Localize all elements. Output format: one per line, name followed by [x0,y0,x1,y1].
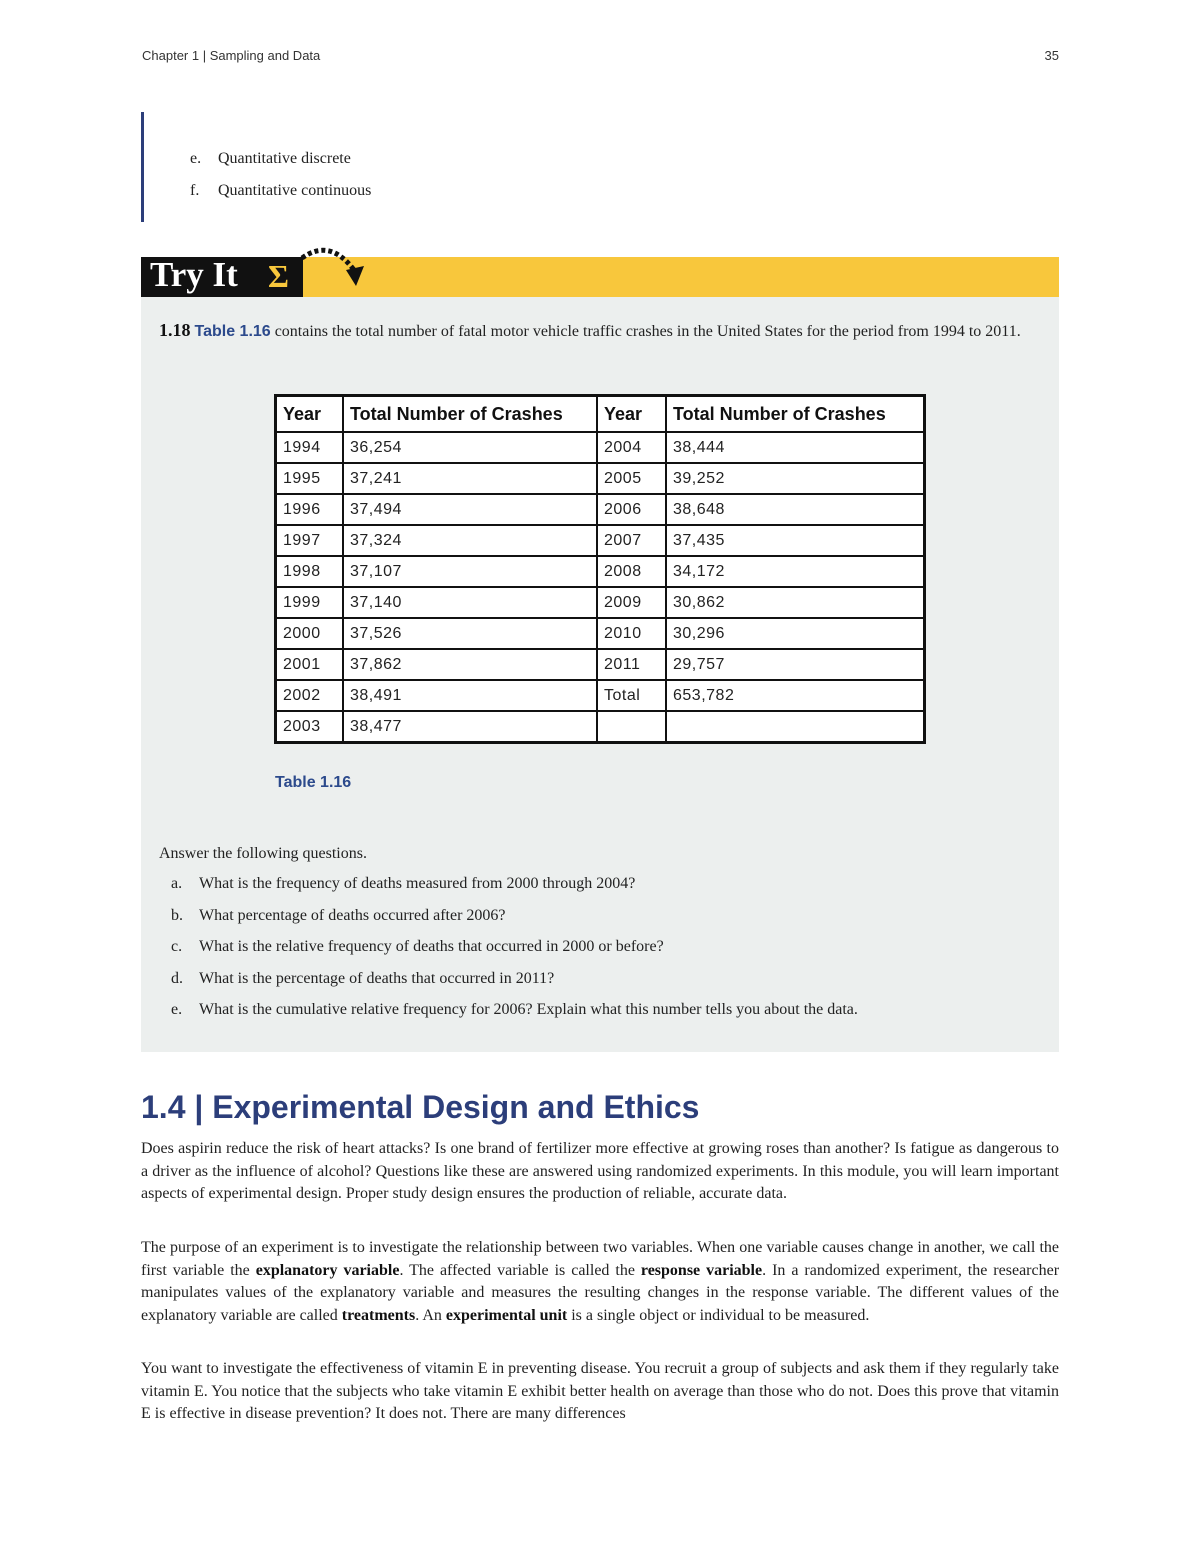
list-item [190,150,371,182]
crashes-table [274,394,926,744]
table-cell: 34,172 [666,556,925,587]
table-cell: 2004 [597,432,666,463]
page-number: 35 [1044,48,1059,63]
list-item [159,936,1049,968]
table-cell: 2009 [597,587,666,618]
table-row [276,618,925,649]
problem-intro [159,318,1049,344]
questions-list [159,843,1049,1031]
table-cell [666,711,925,743]
list-item-label: e. [190,150,202,167]
term-experimental-unit: experimental unit [445,1306,568,1324]
text-run: . An [415,1306,446,1324]
list-item-label: c. [171,938,183,956]
table-row [276,680,925,711]
list-item [159,968,1049,1000]
list-item [159,905,1049,937]
list-item-label: f. [190,182,200,199]
term-response-variable: response variable [640,1261,763,1279]
previous-answer-list [190,150,371,214]
list-item-text: Quantitative continuous [218,182,372,199]
table-row [276,556,925,587]
table-cell: 37,107 [343,556,597,587]
table-cell: 37,241 [343,463,597,494]
list-item-text: What is the relative frequency of deaths that occurred in 2000 or before? [199,938,664,956]
table-row [276,649,925,680]
paragraph-intro: Does aspirin reduce the risk of heart attacks? Is one brand of fertilizer more effective at growing roses than another? Is fatigue as dangerous to a driver as the influence of alcohol? Questions like these are answered using randomized experiments. In this module, you will learn important aspects of experimental design. Proper study design ensures the production of reliable, accurate data. [141,1140,1059,1202]
table-caption: Table 1.16 [275,774,352,791]
column-header: Total Number of Crashes [666,396,925,433]
curved-arrow-icon [296,240,376,296]
list-item-label: d. [171,969,183,987]
list-item-text: What percentage of deaths occurred after 2006? [199,906,506,924]
text-run: . In a randomized experiment, the researcher manipulates values of the explanatory variable and measures the resulting changes in the response variable. The different values of the explanatory variable are called [141,1261,1060,1324]
list-item-text: What is the frequency of deaths measured from 2000 through 2004? [199,875,636,892]
table-cell: 2010 [597,618,666,649]
list-item [159,873,1049,905]
table-cell: 37,862 [343,649,597,680]
table-cell: 38,648 [666,494,925,525]
list-item-text: Quantitative discrete [218,150,351,167]
problem-number: 1.18 [159,320,191,340]
table-row [276,525,925,556]
table-row [276,463,925,494]
table-cell: 1995 [276,463,344,494]
column-header: Year [276,396,344,433]
list-item [159,999,1049,1031]
list-item-label: b. [171,906,183,924]
table-cell [597,711,666,743]
table-cell: 2008 [597,556,666,587]
list-item-label: e. [171,1001,183,1019]
term-treatments: treatments [341,1306,416,1324]
table-cell: 1998 [276,556,344,587]
table-cell: 1999 [276,587,344,618]
text-run: is a single object or individual to be measured. [567,1306,870,1324]
problem-text: contains the total number of fatal motor vehicle traffic crashes in the United States for the period from 1994 to 2011. [270,323,1021,340]
table-cell: 2003 [276,711,344,743]
table-row [276,587,925,618]
table-cell: 653,782 [666,680,925,711]
table-cell: 2001 [276,649,344,680]
table-header-row [276,396,925,433]
table-cell: 29,757 [666,649,925,680]
column-header: Year [597,396,666,433]
table-cell: 30,862 [666,587,925,618]
example-side-bar [141,112,144,222]
text-run: The purpose of an experiment is to investigate the relationship between two variables. When one variable causes change in another, we call the first variable the [141,1239,1059,1279]
table-cell: 2006 [597,494,666,525]
try-it-title: Try It [150,255,238,294]
table-cell: 38,491 [343,680,597,711]
table-cell: 1996 [276,494,344,525]
questions-intro: Answer the following questions. [159,845,367,862]
table-cell: 38,477 [343,711,597,743]
table-cell: 37,324 [343,525,597,556]
list-item [190,182,371,214]
table-cell: 37,494 [343,494,597,525]
table-row [276,432,925,463]
text-run: . The affected variable is called the [399,1261,641,1279]
running-header-chapter: Chapter 1 | Sampling and Data [142,48,321,63]
table-row [276,494,925,525]
table-cell: 1994 [276,432,344,463]
table-cell: 2002 [276,680,344,711]
table-cell: 39,252 [666,463,925,494]
sigma-icon: Σ [268,258,289,294]
list-item-text: What is the cumulative relative frequency for 2006? Explain what this number tells you about the data. [199,1001,858,1019]
table-cell: 37,435 [666,525,925,556]
table-cell: 2000 [276,618,344,649]
table-cell: 37,526 [343,618,597,649]
list-item-label: a. [171,875,183,892]
column-header: Total Number of Crashes [343,396,597,433]
list-item-text: What is the percentage of deaths that occurred in 2011? [199,969,555,987]
table-cell: Total [597,680,666,711]
table-cell: 37,140 [343,587,597,618]
table-reference-link[interactable]: Table 1.16 [194,323,271,340]
term-explanatory-variable: explanatory variable [255,1261,400,1279]
table-cell: 38,444 [666,432,925,463]
table-cell: 30,296 [666,618,925,649]
table-cell: 2007 [597,525,666,556]
section-title: 1.4 | Experimental Design and Ethics [141,1089,700,1125]
table-cell: 2005 [597,463,666,494]
paragraph-vitamin-e: You want to investigate the effectiveness of vitamin E in preventing disease. You recruit a group of subjects and ask them if they regularly take vitamin E. You notice that the subjects who take vitamin E exhibit better health on average than those who do not. Does this prove that vitamin E is effective in disease prevention? It does not. There are many differences [141,1360,1059,1422]
paragraph-definitions [141,1237,1059,1327]
table-cell: 2011 [597,649,666,680]
table-cell: 1997 [276,525,344,556]
table-row [276,711,925,743]
table-cell: 36,254 [343,432,597,463]
